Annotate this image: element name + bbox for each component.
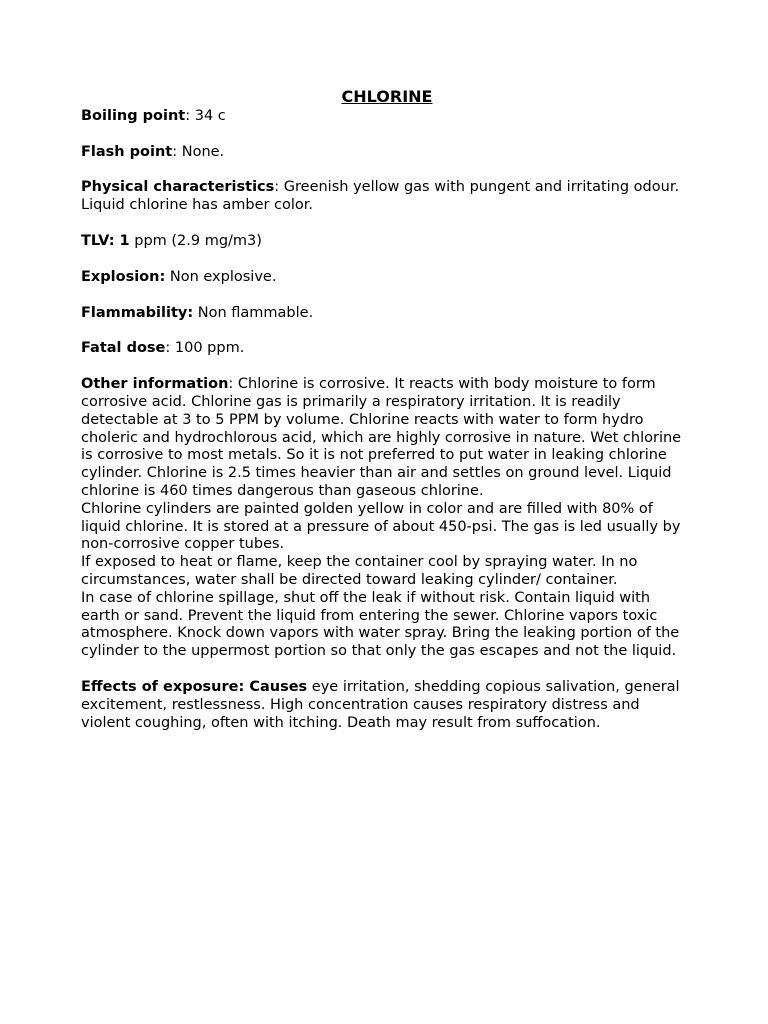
tlv-value: ppm (2.9 mg/m3) [129, 232, 262, 249]
fatal-dose-value: : 100 ppm. [165, 340, 245, 357]
boiling-point-label: Boiling point [81, 107, 186, 124]
other-information-value: : Chlorine is corrosive. It reacts with body moisture to form corrosive acid. Chlorine gas is primarily a respiratory irritation. It is readily detectable at 3 to 5 PPM by volume. Chlorine reacts with water to form hydro choleric and hydrochlorous acid, which are highly corrosive in nature. Wet chlorine is corrosive to most metals. So it is not preferred to put water in leaking chlorine cylinder. Chlorine is 2.5 times heavier than air and settles on ground level. Liquid chlorine is 460 times dangerous than gaseous chlorine. [81, 376, 682, 499]
page-title: CHLORINE [341, 87, 433, 106]
explosion-row [81, 269, 691, 287]
flammability-value: Non flammable. [193, 304, 314, 321]
other-information-paragraph-3: If exposed to heat or flame, keep the container cool by spraying water. In no circumstances, water shall be directed toward leaking cylinder/ container. [81, 554, 638, 588]
explosion-label: Explosion: [81, 268, 166, 285]
fatal-dose-row [81, 340, 691, 358]
effects-of-exposure-value: eye irritation, shedding copious salivation, general excitement, restlessness. High concentration causes respiratory distress and violent coughing, often with itching. Death may result from suffocation. [81, 678, 680, 731]
fatal-dose-label: Fatal dose [81, 340, 166, 357]
flammability-label: Flammability: [81, 304, 194, 321]
physical-characteristics-label: Physical characteristics [81, 179, 275, 196]
other-information-paragraph-1 [81, 376, 691, 501]
physical-characteristics-value: : Greenish yellow gas with pungent and irritating odour. Liquid chlorine has amber color. [81, 179, 680, 214]
explosion-value: Non explosive. [165, 268, 277, 285]
boiling-point-row [81, 108, 691, 126]
flash-point-row [81, 144, 691, 162]
tlv-row [81, 233, 691, 251]
boiling-point-value: : 34 c [185, 107, 226, 124]
other-information-paragraph-2: Chlorine cylinders are painted golden yellow in color and are filled with 80% of liquid chlorine. It is stored at a pressure of about 450-psi. The gas is led usually by non-corrosive copper tubes. [81, 500, 681, 553]
other-information-label: Other information [81, 376, 229, 393]
document-page [81, 88, 691, 750]
flash-point-label: Flash point [81, 143, 173, 160]
flash-point-value: : None. [172, 143, 225, 160]
effects-of-exposure-row [81, 679, 691, 732]
physical-characteristics-row [81, 179, 691, 215]
tlv-label: TLV: 1 [81, 232, 130, 249]
other-information-section [81, 376, 691, 661]
flammability-row [81, 305, 691, 323]
effects-of-exposure-label: Effects of exposure: Causes [81, 678, 308, 695]
other-information-paragraph-4: In case of chlorine spillage, shut off the leak if without risk. Contain liquid with earth or sand. Prevent the liquid from entering the sewer. Chlorine vapors toxic atmosphere. Knock down vapors with water spray. Bring the leaking portion of the cylinder to the uppermost portion so that only the gas escapes and not the liquid. [81, 589, 680, 660]
